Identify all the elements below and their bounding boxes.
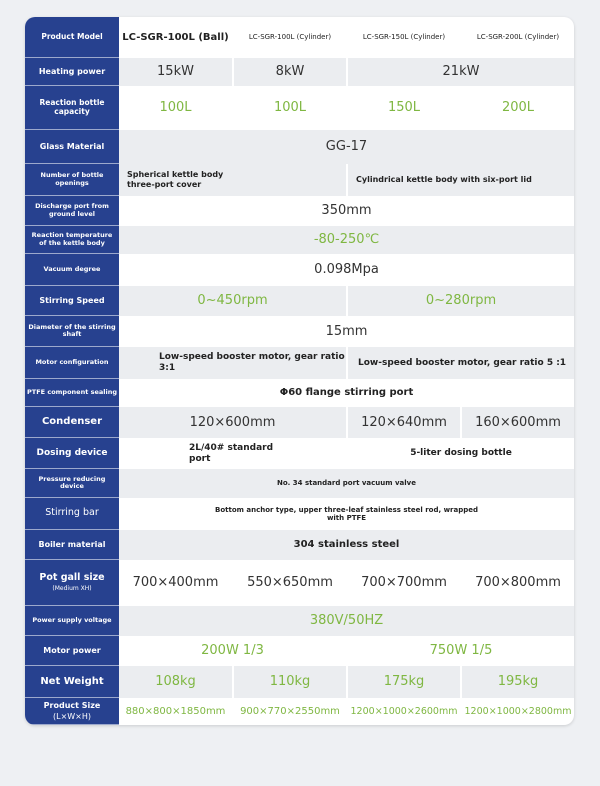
row-label: Vacuum degree — [25, 254, 119, 286]
model-2: LC-SGR-100L (Cylinder) — [232, 17, 346, 58]
row-label-sub: (L×W×H) — [52, 712, 92, 721]
row-label: Heating power — [25, 58, 119, 86]
cell: 100L — [232, 86, 346, 130]
row-motor-power — [25, 636, 574, 666]
cell: 1200×1000×2600mm — [346, 698, 460, 725]
cell: 15kW — [157, 64, 194, 80]
cell: No. 34 standard port vacuum valve — [277, 479, 416, 488]
row-label: Pressure reducing device — [25, 469, 119, 498]
row-label: Boiler material — [25, 530, 119, 560]
cell: GG-17 — [325, 139, 368, 155]
row-condenser — [25, 407, 574, 438]
cell: 350mm — [321, 203, 372, 219]
model-4: LC-SGR-200L (Cylinder) — [460, 17, 574, 58]
row-dosing-device — [25, 438, 574, 469]
cell: 700×700mm — [346, 560, 460, 606]
cell: 750W 1/5 — [346, 636, 574, 666]
cell: 110kg — [232, 666, 346, 698]
cell: Spherical kettle body three-port cover — [127, 170, 224, 189]
header-label: Product Model — [25, 17, 119, 58]
cell: 700×800mm — [460, 560, 574, 606]
row-reaction-temperature — [25, 226, 574, 254]
cell: -80-250℃ — [313, 232, 380, 248]
row-pot-gall-size — [25, 560, 574, 606]
row-motor-configuration — [25, 347, 574, 379]
cell: 200W 1/3 — [201, 643, 264, 659]
model-3: LC-SGR-150L (Cylinder) — [346, 17, 460, 58]
cell: 195kg — [460, 666, 574, 698]
row-label — [25, 560, 119, 606]
row-label: Net Weight — [25, 666, 119, 698]
row-stirring-bar — [25, 498, 574, 530]
row-reaction-capacity — [25, 86, 574, 130]
cell: 550×650mm — [232, 560, 346, 606]
cell: 200L — [460, 86, 574, 130]
cell: 0~450rpm — [197, 293, 268, 309]
row-discharge-port — [25, 196, 574, 226]
row-stirring-speed — [25, 286, 574, 316]
row-shaft-diameter — [25, 316, 574, 347]
row-ptfe-sealing — [25, 379, 574, 407]
cell: 2L/40# standard port — [189, 442, 274, 464]
cell: Cylindrical kettle body with six-port lid — [346, 164, 574, 196]
row-label: Power supply voltage — [25, 606, 119, 636]
cell: 880×800×1850mm — [125, 705, 226, 717]
row-heating-power — [25, 58, 574, 86]
cell: 5-liter dosing bottle — [346, 438, 574, 469]
spec-table — [25, 17, 574, 725]
cell: 1200×1000×2800mm — [460, 698, 574, 725]
cell: Φ60 flange stirring port — [279, 387, 414, 398]
row-label: Reaction bottle capacity — [25, 86, 119, 130]
row-label: Glass Material — [25, 130, 119, 164]
cell: 900×770×2550mm — [232, 698, 346, 725]
row-label: Number of bottle openings — [25, 164, 119, 196]
cell: 150L — [346, 86, 460, 130]
row-label — [25, 698, 119, 725]
cell: 160×600mm — [460, 407, 574, 438]
cell: 700×400mm — [132, 575, 219, 591]
row-label: Condenser — [25, 407, 119, 438]
row-bottle-openings — [25, 164, 574, 196]
row-label: Motor configuration — [25, 347, 119, 379]
row-label: Reaction temperature of the kettle body — [25, 226, 119, 254]
cell: Bottom anchor type, upper three-leaf stainless steel rod, wrapped with PTFE — [214, 505, 479, 522]
row-label: Dosing device — [25, 438, 119, 469]
row-label: Motor power — [25, 636, 119, 666]
cell: 0.098Mpa — [314, 262, 379, 278]
cell: 108kg — [155, 674, 196, 690]
cell: Low-speed booster motor, gear ratio 3:1 — [159, 352, 345, 373]
row-label: Discharge port from ground level — [25, 196, 119, 226]
cell: 380V/50HZ — [309, 613, 384, 629]
row-label-main: Pot gall size — [39, 571, 105, 583]
row-net-weight — [25, 666, 574, 698]
row-label: Diameter of the stirring shaft — [25, 316, 119, 347]
model-1: LC-SGR-100L (Ball) — [122, 31, 229, 43]
cell: 304 stainless steel — [293, 539, 400, 550]
cell: 120×600mm — [189, 414, 276, 430]
row-product-size — [25, 698, 574, 725]
row-label: PTFE component sealing — [25, 379, 119, 407]
row-glass-material — [25, 130, 574, 164]
row-power-supply — [25, 606, 574, 636]
row-label: Stirring Speed — [25, 286, 119, 316]
row-vacuum-degree — [25, 254, 574, 286]
cell: 120×640mm — [346, 407, 460, 438]
row-label-sub: (Medium XH) — [52, 584, 92, 592]
row-label: Stirring bar — [25, 498, 119, 530]
cell: 100L — [159, 100, 192, 116]
cell: 0~280rpm — [346, 286, 574, 316]
cell: 21kW — [346, 58, 574, 86]
cell: 8kW — [232, 58, 346, 86]
cell: 15mm — [325, 323, 368, 339]
cell: Low-speed booster motor, gear ratio 5 :1 — [346, 347, 574, 379]
row-boiler-material — [25, 530, 574, 560]
row-label-main: Product Size — [43, 700, 101, 710]
cell: 175kg — [346, 666, 460, 698]
row-pressure-reducing — [25, 469, 574, 498]
header-row — [25, 17, 574, 58]
